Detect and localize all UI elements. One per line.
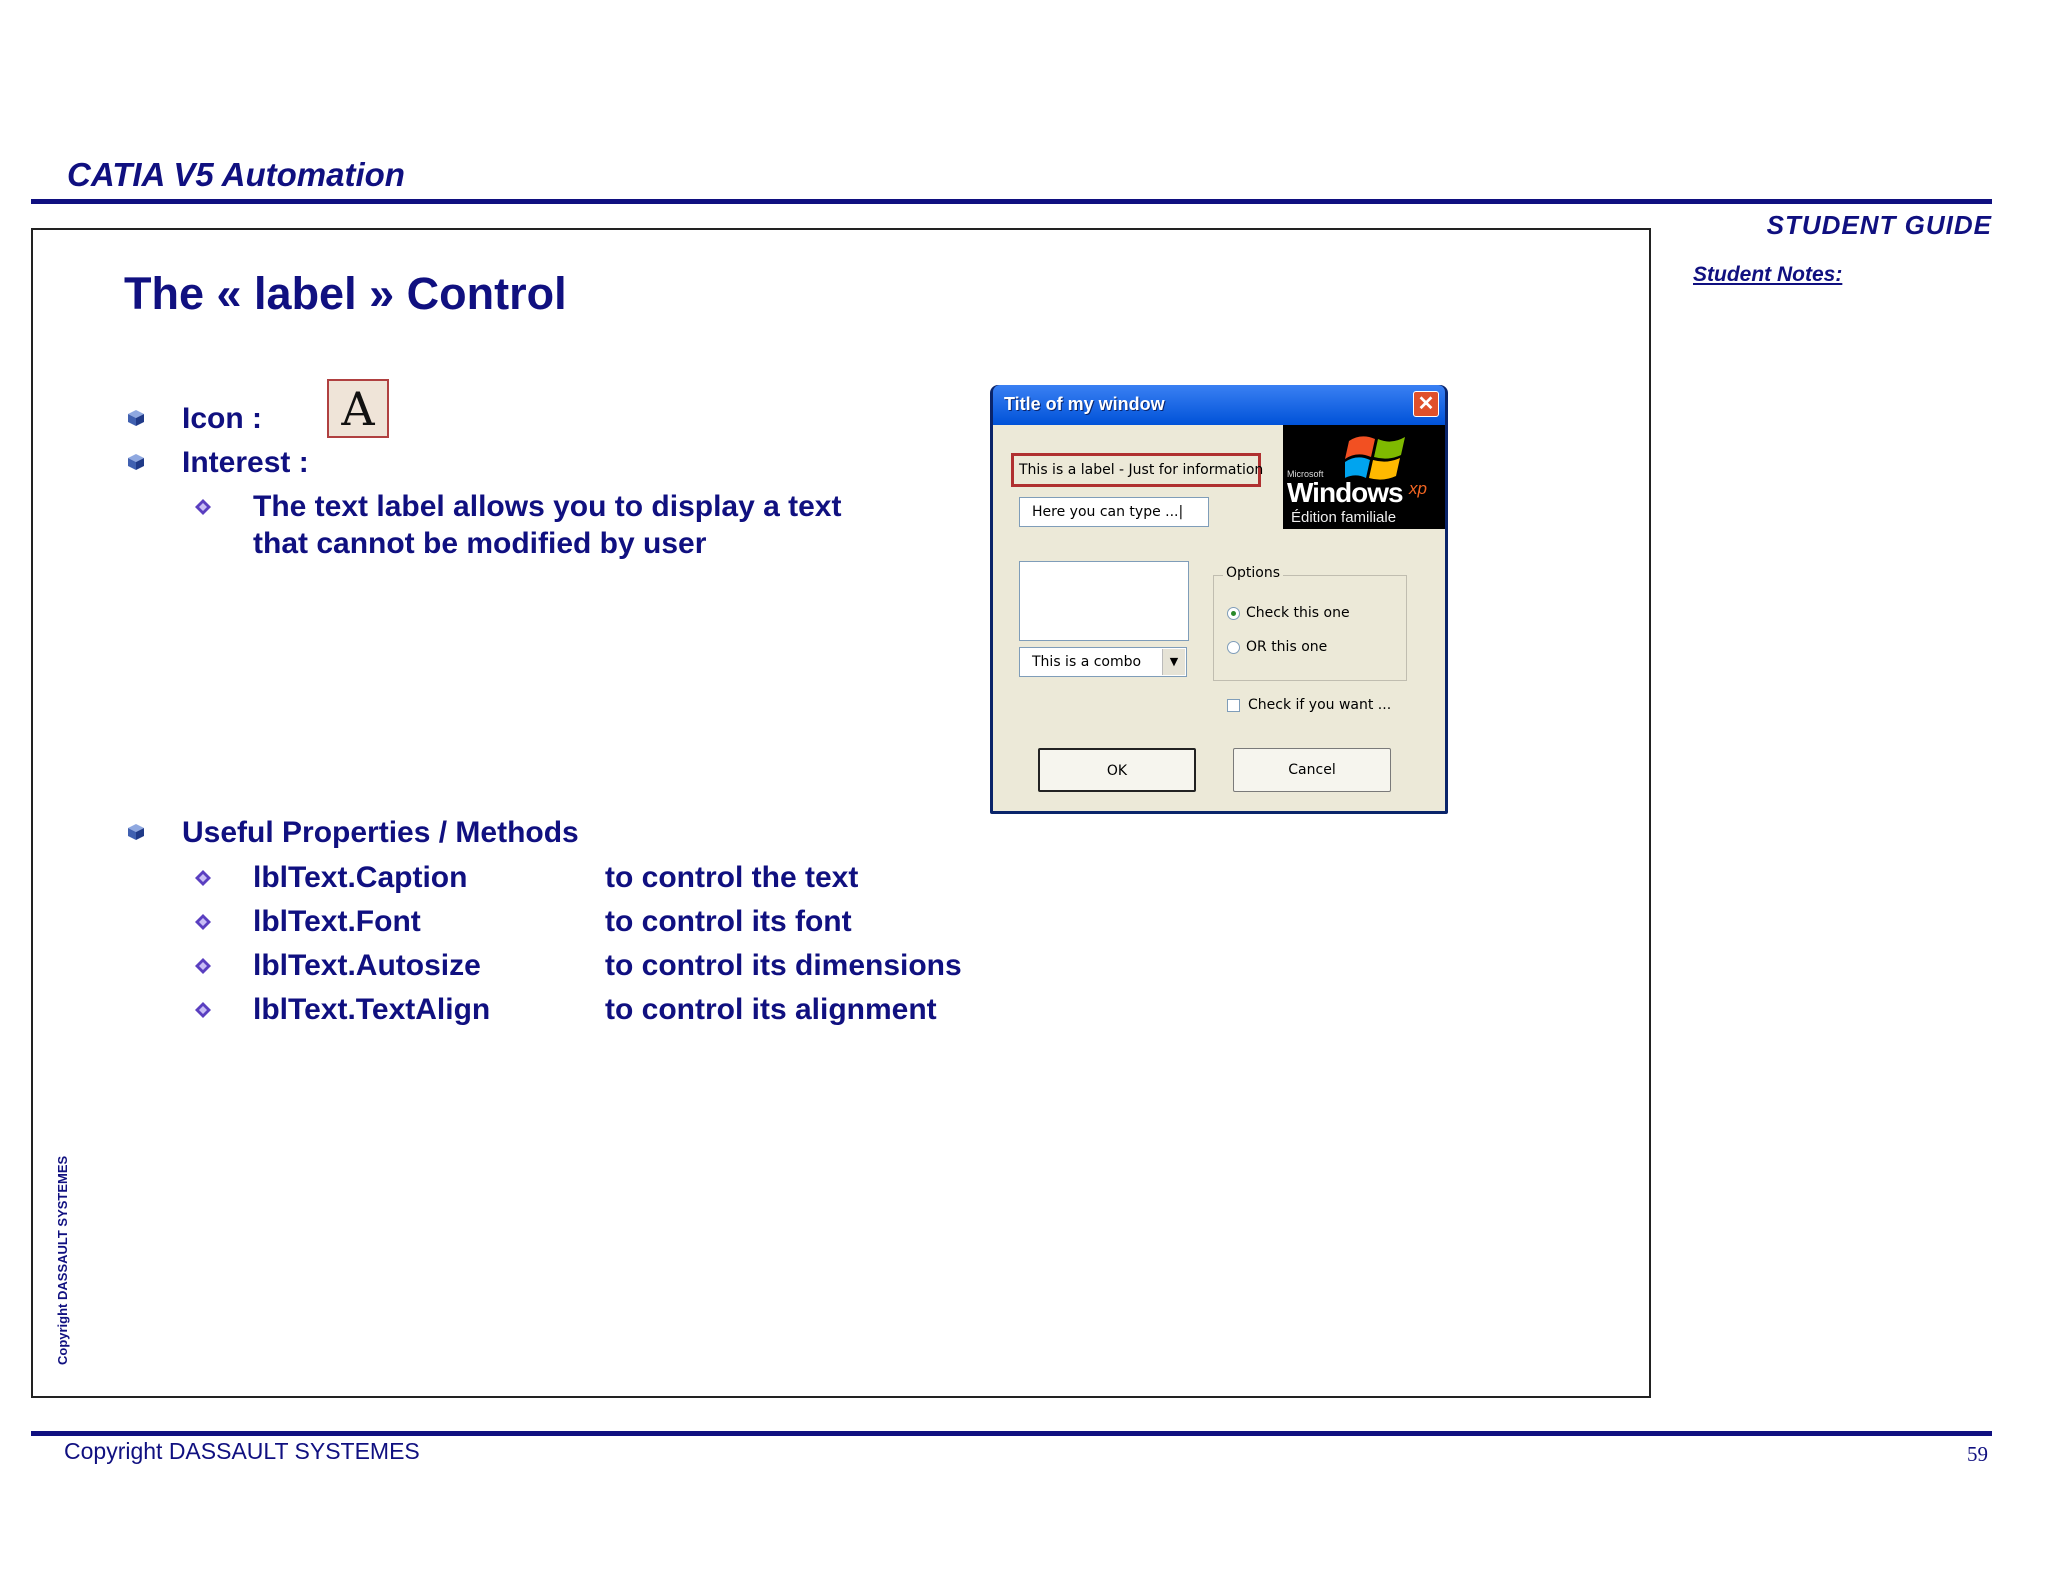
footer-rule: [31, 1431, 1992, 1436]
document-title: CATIA V5 Automation: [67, 156, 405, 193]
interest-subbullet: [194, 488, 212, 526]
windows-flag-icon: [1345, 431, 1409, 481]
property-description: to control its font: [605, 905, 852, 938]
property-name: lblText.Autosize: [253, 949, 481, 982]
property-row: [194, 991, 937, 1029]
logo-xp: xp: [1409, 479, 1427, 498]
radio-unselected-icon[interactable]: [1227, 641, 1240, 654]
bullet-interest-row: [126, 444, 309, 482]
header-rule: [31, 199, 1992, 204]
bullet-properties-row: [126, 814, 579, 852]
dialog-titlebar: [993, 385, 1445, 425]
logo-edition: Édition familiale: [1291, 509, 1397, 526]
radio-option-1[interactable]: [1227, 605, 1350, 621]
example-listbox[interactable]: [1019, 561, 1189, 641]
combo-value: This is a combo: [1032, 654, 1142, 670]
ok-button[interactable]: OK: [1038, 748, 1196, 792]
checkbox-label: Check if you want ...: [1248, 697, 1392, 713]
example-dialog-screenshot: [990, 385, 1448, 814]
logo-microsoft: Microsoft: [1287, 469, 1324, 479]
example-textbox[interactable]: Here you can type ...|: [1019, 497, 1209, 527]
cube-bullet-icon: [126, 444, 146, 464]
cancel-button[interactable]: Cancel: [1233, 748, 1391, 792]
radio-selected-icon[interactable]: [1227, 607, 1240, 620]
icon-label: Icon :: [182, 402, 262, 435]
radio-option-2[interactable]: [1227, 639, 1327, 655]
options-frame: [1213, 575, 1407, 681]
page-number: 59: [1967, 1442, 1988, 1466]
property-name: lblText.Font: [253, 905, 421, 938]
options-frame-caption: Options: [1223, 565, 1283, 581]
cube-bullet-icon: [126, 400, 146, 420]
label-control-icon: A: [327, 379, 389, 438]
footer-copyright: Copyright DASSAULT SYSTEMES: [64, 1438, 420, 1464]
bullet-icon-row: [126, 400, 262, 438]
slide-title: The « label » Control: [124, 268, 567, 319]
student-notes-label: Student Notes:: [1693, 263, 1843, 286]
dialog-title: Title of my window: [1004, 394, 1165, 414]
diamond-bullet-icon: [194, 488, 212, 506]
example-checkbox[interactable]: [1227, 697, 1391, 713]
radio-option-1-label: Check this one: [1246, 605, 1350, 621]
property-name: lblText.TextAlign: [253, 993, 491, 1026]
example-combobox[interactable]: [1019, 647, 1187, 677]
example-label: This is a label - Just for information: [1011, 453, 1261, 487]
diamond-bullet-icon: [194, 859, 212, 877]
interest-label: Interest :: [182, 446, 309, 479]
cube-bullet-icon: [126, 814, 146, 834]
diamond-bullet-icon: [194, 903, 212, 921]
property-description: to control its dimensions: [605, 949, 962, 982]
property-row: [194, 947, 962, 985]
student-guide-label: STUDENT GUIDE: [1766, 210, 1992, 240]
property-name: lblText.Caption: [253, 861, 468, 894]
checkbox-icon[interactable]: [1227, 699, 1240, 712]
diamond-bullet-icon: [194, 991, 212, 1009]
chevron-down-icon[interactable]: ▼: [1162, 649, 1185, 675]
logo-windows: Windows: [1287, 477, 1403, 508]
radio-option-2-label: OR this one: [1246, 639, 1328, 655]
properties-heading: Useful Properties / Methods: [182, 816, 579, 849]
diamond-bullet-icon: [194, 947, 212, 965]
property-row: [194, 859, 859, 897]
interest-text-line-1: The text label allows you to display a text: [253, 490, 842, 523]
close-icon[interactable]: ✕: [1413, 391, 1439, 417]
windows-xp-logo: [1283, 425, 1445, 529]
interest-text-line-2: that cannot be modified by user: [253, 527, 707, 560]
property-description: to control the text: [605, 861, 859, 894]
property-row: [194, 903, 852, 941]
side-copyright: Copyright DASSAULT SYSTEMES: [55, 1155, 70, 1365]
dialog-body: [993, 425, 1445, 811]
property-description: to control its alignment: [605, 993, 937, 1026]
